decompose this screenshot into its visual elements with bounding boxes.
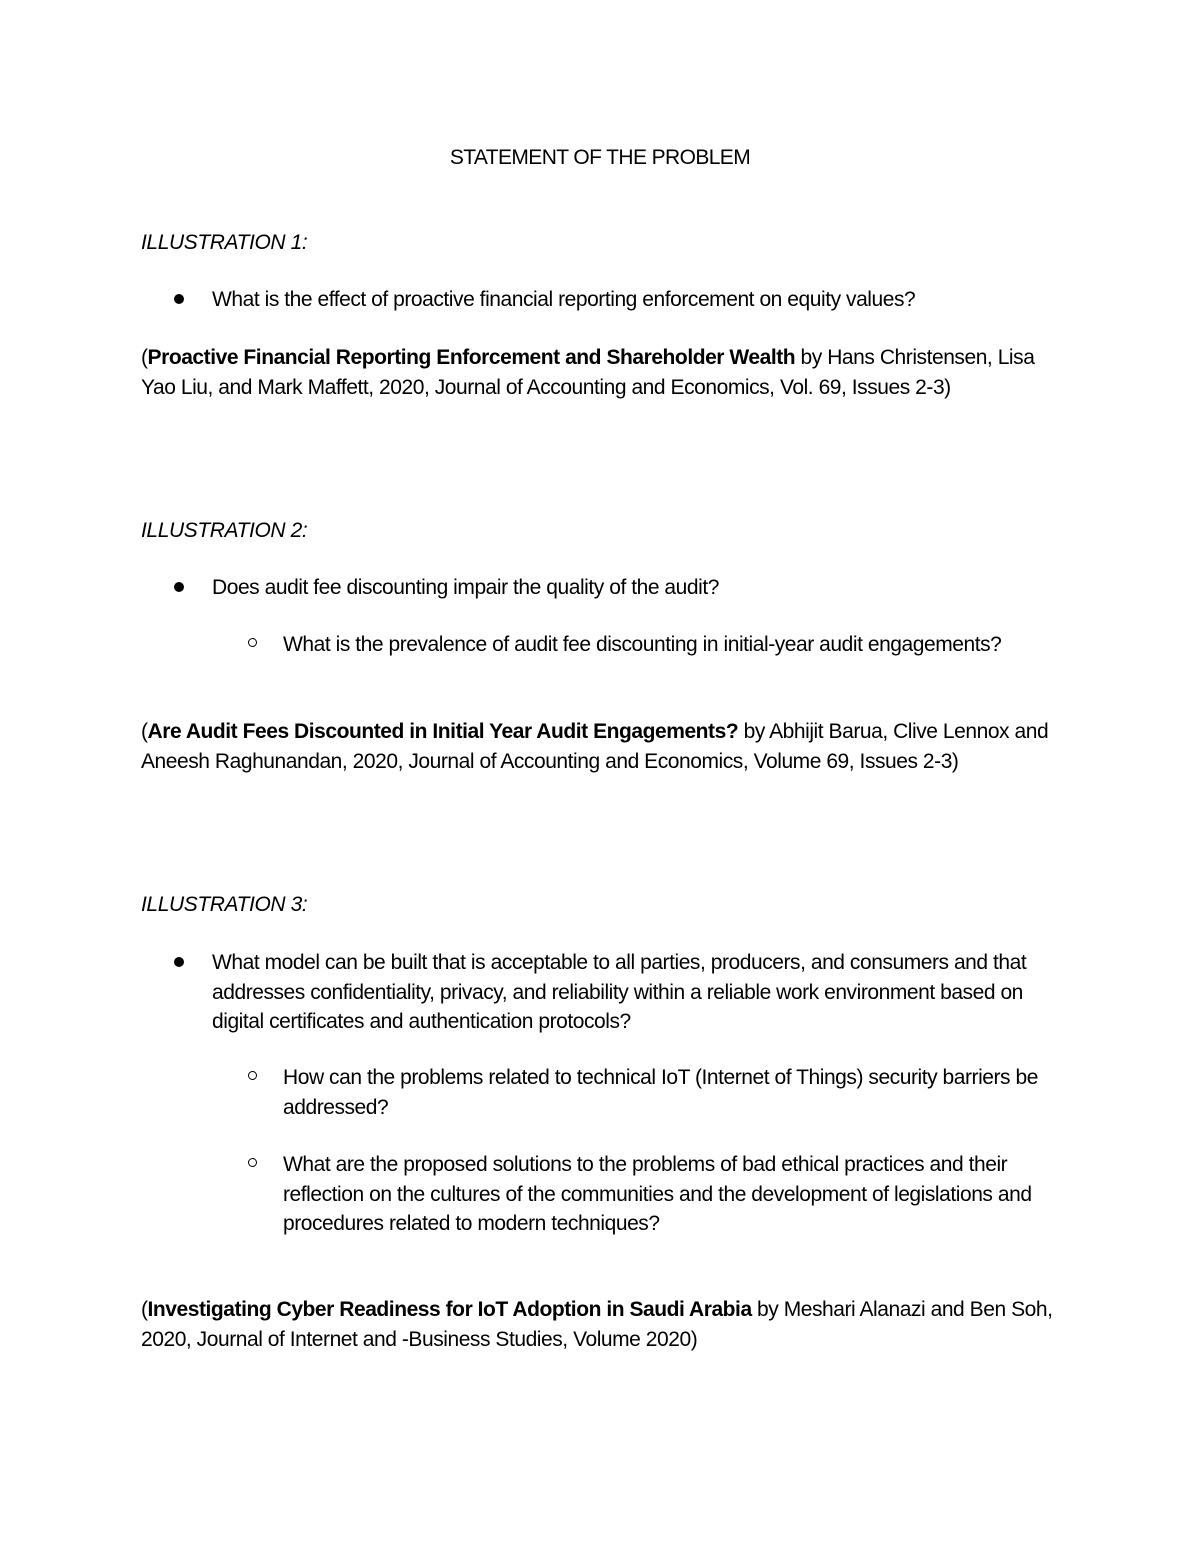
citation-title: Are Audit Fees Discounted in Initial Year Audit Engagements? xyxy=(147,720,739,743)
citation-open: ( xyxy=(141,346,148,369)
illustration-3-citation xyxy=(141,1295,1071,1354)
bullet-icon xyxy=(174,582,184,592)
sub-bullet-text: What is the prevalence of audit fee discounting in initial-year audit engagements? xyxy=(283,633,1002,656)
citation-title: Investigating Cyber Readiness for IoT Adoption in Saudi Arabia xyxy=(147,1298,752,1321)
bullet-text: Does audit fee discounting impair the quality of the audit? xyxy=(212,576,719,599)
citation-details: by Abhijit Barua, Clive Lennox and Aneesh Raghunandan, 2020, Journal of Accounting and Economics, Volume 69, Issues 2-3) xyxy=(141,720,1049,773)
citation-open: ( xyxy=(141,1298,148,1321)
sub-bullet-icon xyxy=(248,638,257,647)
bullet-text: What model can be built that is acceptable to all parties, producers, and consumers and that addresses confidentiality, privacy, and reliability within a reliable work environment based on digital certificates and authentication protocols? xyxy=(212,951,1027,1033)
document-title: STATEMENT OF THE PROBLEM xyxy=(449,146,751,169)
sub-bullet-text: What are the proposed solutions to the problems of bad ethical practices and their reflection on the cultures of the communities and the development of legislations and procedures related to modern techniques? xyxy=(283,1153,1032,1235)
bullet-text: What is the effect of proactive financial reporting enforcement on equity values? xyxy=(212,288,916,311)
sub-bullet-icon xyxy=(248,1158,257,1167)
citation-title: Proactive Financial Reporting Enforcement and Shareholder Wealth xyxy=(147,346,796,369)
sub-bullet-icon xyxy=(248,1071,257,1080)
sub-bullet-text: How can the problems related to technical IoT (Internet of Things) security barriers be addressed? xyxy=(283,1066,1038,1119)
illustration-3-heading: ILLUSTRATION 3: xyxy=(141,893,308,916)
illustration-1-heading: ILLUSTRATION 1: xyxy=(141,231,308,254)
bullet-icon xyxy=(174,294,184,304)
bullet-icon xyxy=(174,957,184,967)
illustration-1-citation xyxy=(141,343,1071,402)
citation-open: ( xyxy=(141,720,148,743)
illustration-2-citation xyxy=(141,717,1071,776)
citation-details: by Hans Christensen, Lisa Yao Liu, and Mark Maffett, 2020, Journal of Accounting and Economics, Vol. 69, Issues 2-3) xyxy=(141,346,1035,399)
citation-details: by Meshari Alanazi and Ben Soh, 2020, Journal of Internet and -Business Studies, Volume 2020) xyxy=(141,1298,1053,1351)
illustration-2-heading: ILLUSTRATION 2: xyxy=(141,519,308,542)
